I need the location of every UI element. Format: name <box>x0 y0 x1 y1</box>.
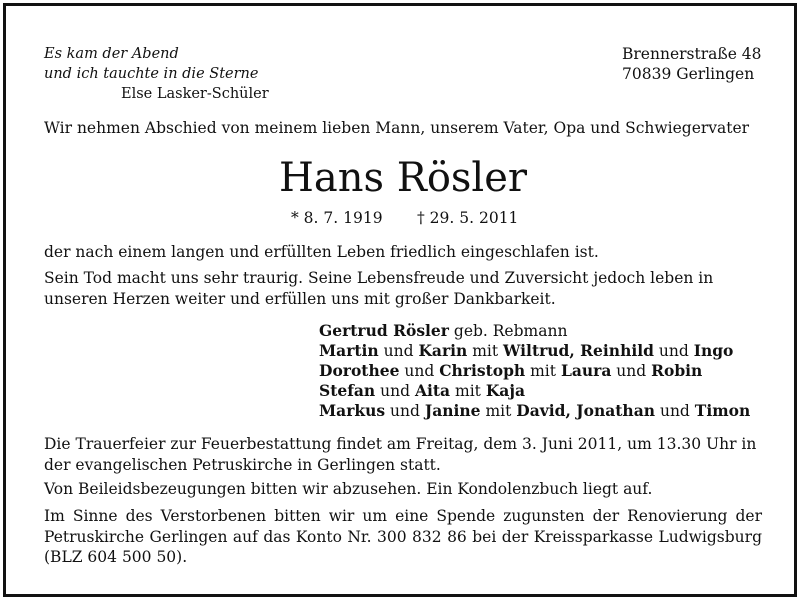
family-conj: mit <box>480 402 517 420</box>
quote-line-1: Es kam der Abend <box>44 46 179 62</box>
family-name: Markus <box>319 401 386 420</box>
family-name: Gertrud Rösler <box>319 321 449 340</box>
family-conj: mit <box>525 362 561 380</box>
family-name: David, Jonathan <box>516 401 656 420</box>
intro-line: Wir nehmen Abschied von meinem lieben Mann, unserem Vater, Opa und Schwiegervater <box>44 119 750 137</box>
family-line-3 <box>319 361 750 381</box>
obituary-frame <box>3 3 797 597</box>
family-name: Stefan <box>319 381 376 400</box>
family-line-4 <box>319 381 750 401</box>
family-conj: und <box>375 382 415 400</box>
family-list <box>319 321 750 421</box>
passed-text: der nach einem langen und erfüllten Leben friedlich eingeschlafen ist. <box>44 243 599 261</box>
address-city: 70839 Gerlingen <box>622 65 755 83</box>
family-conj: und <box>385 402 425 420</box>
mourning-text: Sein Tod macht uns sehr traurig. Seine Lebensfreude und Zuversicht jedoch leben in unseren Herzen weiter und erfüllen uns mit großer Dankbarkeit. <box>44 269 714 308</box>
family-name: Kaja <box>485 381 525 400</box>
family-conj: und <box>611 362 652 380</box>
family-line-1 <box>319 321 750 341</box>
family-name: Ingo <box>693 341 734 360</box>
address-block <box>622 44 762 84</box>
family-conj: mit <box>450 382 486 400</box>
family-note: geb. Rebmann <box>448 322 568 340</box>
family-name: Wiltrud, Reinhild <box>503 341 654 360</box>
address-street: Brennerstraße 48 <box>622 45 762 63</box>
family-conj: und <box>653 342 694 360</box>
family-line-5 <box>319 401 750 421</box>
family-conj: und <box>655 402 695 420</box>
funeral-text: Die Trauerfeier zur Feuerbestattung findet am Freitag, dem 3. Juni 2011, um 13.30 Uhr in der evangelischen Petruskirche in Gerlingen statt. <box>44 435 757 474</box>
birth-date: * 8. 7. 1919 <box>291 209 383 227</box>
poem-quote <box>44 44 258 84</box>
family-name: Janine <box>424 401 481 420</box>
family-name: Martin <box>319 341 379 360</box>
family-name: Timon <box>694 401 751 420</box>
family-name: Dorothee <box>319 361 400 380</box>
family-name: Christoph <box>439 361 526 380</box>
family-name: Aita <box>414 381 451 400</box>
condolences-text: Von Beileidsbezeugungen bitten wir abzusehen. Ein Kondolenzbuch liegt auf. <box>44 480 653 498</box>
death-date: † 29. 5. 2011 <box>417 209 519 227</box>
family-name: Karin <box>418 341 468 360</box>
family-name: Robin <box>651 361 703 380</box>
donation-text: Im Sinne des Verstorbenen bitten wir um eine Spende zugunsten der Renovierung der Petruskirche Gerlingen auf das Konto Nr. 300 832 86 bei der Kreissparkasse Ludwigsburg (BLZ 604 500 50). <box>44 507 762 566</box>
family-line-2 <box>319 341 750 361</box>
quote-author: Else Lasker-Schüler <box>121 86 269 102</box>
family-conj: und <box>399 362 440 380</box>
quote-line-2: und ich tauchte in die Sterne <box>44 66 259 82</box>
family-conj: und <box>378 342 419 360</box>
family-conj: mit <box>467 342 504 360</box>
deceased-name: Hans Rösler <box>278 155 528 201</box>
family-name: Laura <box>560 361 612 380</box>
